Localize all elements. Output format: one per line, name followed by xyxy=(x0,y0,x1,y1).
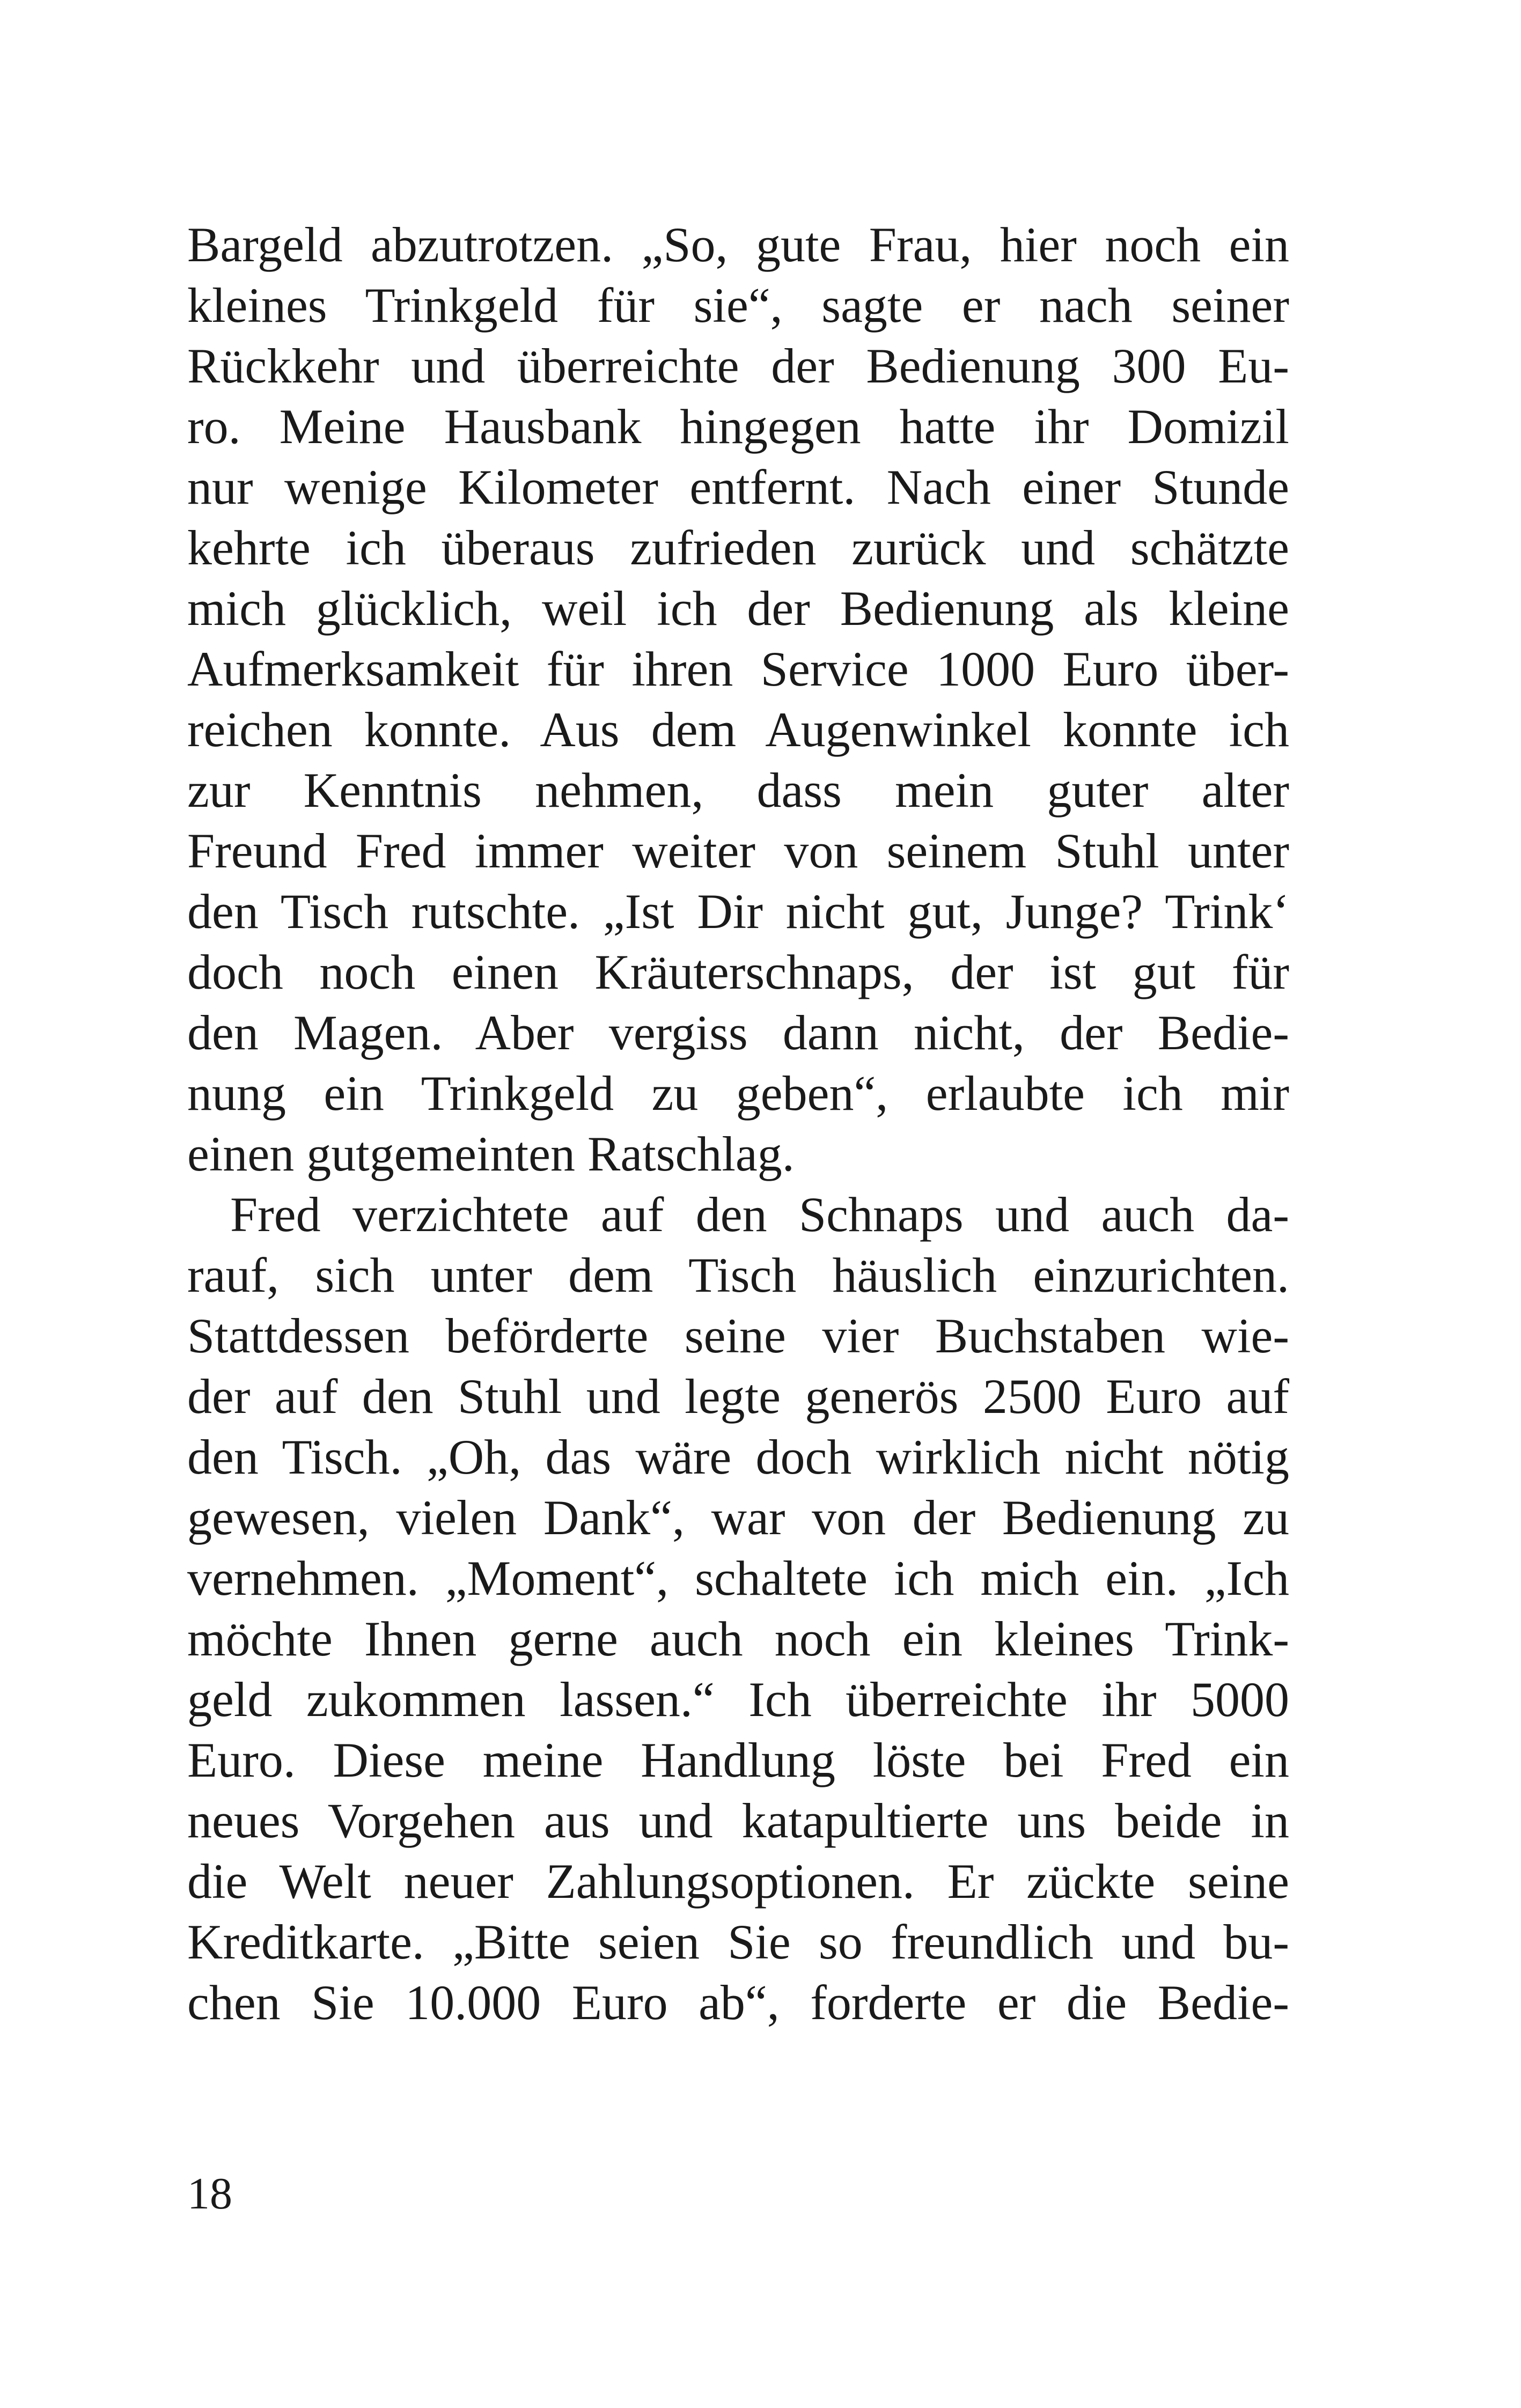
text-line: neues Vorgehen aus und katapultierte uns beide in xyxy=(187,1793,1289,1848)
text-line: geld zukommen lassen.“ Ich überreichte ihr 5000 xyxy=(187,1672,1289,1727)
text-line: Aufmerksamkeit für ihren Service 1000 Euro über- xyxy=(187,642,1289,696)
text-line: mich glücklich, weil ich der Bedienung als kleine xyxy=(187,581,1289,636)
text-line: Freund Fred immer weiter von seinem Stuhl unter xyxy=(187,823,1289,878)
text-line: den Tisch rutschte. „Ist Dir nicht gut, Junge? Trink‘ xyxy=(187,884,1289,939)
text-line: die Welt neuer Zahlungsoptionen. Er zückte seine xyxy=(187,1854,1289,1909)
text-line: vernehmen. „Moment“, schaltete ich mich ein. „Ich xyxy=(187,1551,1289,1606)
text-line: nur wenige Kilometer entfernt. Nach einer Stunde xyxy=(187,460,1289,514)
text-line: reichen konnte. Aus dem Augenwinkel konnte ich xyxy=(187,702,1289,757)
text-line: den Tisch. „Oh, das wäre doch wirklich nicht nötig xyxy=(187,1430,1289,1484)
text-line: der auf den Stuhl und legte generös 2500 Euro auf xyxy=(187,1369,1289,1424)
text-line: rauf, sich unter dem Tisch häuslich einzurichten. xyxy=(187,1248,1289,1302)
text-line: möchte Ihnen gerne auch noch ein kleines Trink- xyxy=(187,1611,1289,1666)
text-line: einen gutgemeinten Ratschlag. xyxy=(187,1126,795,1181)
text-line: gewesen, vielen Dank“, war von der Bedienung zu xyxy=(187,1490,1289,1545)
text-line: Stattdessen beförderte seine vier Buchstaben wie- xyxy=(187,1308,1289,1363)
text-line: den Magen. Aber vergiss dann nicht, der Bedie- xyxy=(187,1005,1289,1060)
body-text xyxy=(187,215,1289,2033)
text-line: Fred verzichtete auf den Schnaps und auch da- xyxy=(230,1187,1289,1242)
text-line: chen Sie 10.000 Euro ab“, forderte er die Bedie- xyxy=(187,1975,1289,2030)
page-number: 18 xyxy=(187,2169,232,2219)
text-line: zur Kenntnis nehmen, dass mein guter alter xyxy=(187,763,1289,818)
text-line: Rückkehr und überreichte der Bedienung 300 Eu- xyxy=(187,338,1289,393)
text-line: nung ein Trinkgeld zu geben“, erlaubte ich mir xyxy=(187,1066,1289,1121)
text-line: kehrte ich überaus zufrieden zurück und schätzte xyxy=(187,520,1289,575)
text-line: doch noch einen Kräuterschnaps, der ist gut für xyxy=(187,945,1289,999)
text-line: Kreditkarte. „Bitte seien Sie so freundlich und bu- xyxy=(187,1914,1289,1969)
text-line: Euro. Diese meine Handlung löste bei Fred ein xyxy=(187,1733,1289,1787)
text-line: Bargeld abzutrotzen. „So, gute Frau, hier noch ein xyxy=(187,217,1289,272)
text-line: kleines Trinkgeld für sie“, sagte er nach seiner xyxy=(187,278,1289,333)
text-line: ro. Meine Hausbank hingegen hatte ihr Domizil xyxy=(187,399,1289,454)
